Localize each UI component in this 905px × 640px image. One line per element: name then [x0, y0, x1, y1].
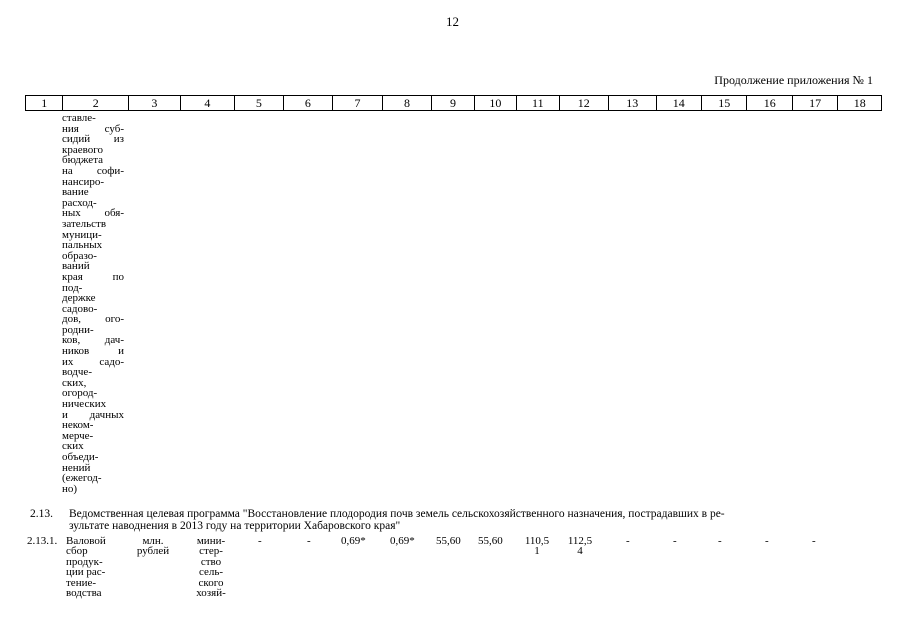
text-line: ния суб-	[62, 122, 124, 135]
column-number-header	[25, 95, 882, 111]
text-line: ников и	[62, 345, 124, 358]
text-line: садово-	[62, 302, 98, 315]
cell-col-10: 55,60	[478, 535, 503, 547]
text-line: краевого	[62, 143, 103, 156]
header-col-5: 5	[235, 96, 284, 111]
text-line: огород-	[62, 387, 98, 400]
text-line: родни-	[62, 323, 94, 336]
text-line: вание	[62, 186, 89, 199]
row-executor	[190, 536, 232, 598]
header-col-13: 13	[609, 96, 656, 111]
text-line: тение-	[66, 576, 97, 589]
cell-col-15: -	[718, 535, 722, 547]
text-line: 110,5	[524, 535, 550, 547]
header-col-17: 17	[792, 96, 837, 111]
text-line: расход-	[62, 196, 97, 209]
text-line: стер-	[199, 545, 223, 558]
text-line: на софи-	[62, 164, 124, 177]
text-line: зательств	[62, 217, 107, 230]
text-line: сбор	[66, 545, 88, 558]
row-indicator-name	[66, 536, 122, 598]
text-line: ков, дач-	[62, 334, 124, 347]
row-number: 2.13.1.	[27, 535, 58, 547]
page-number: 12	[446, 14, 459, 29]
text-line: муници-	[62, 228, 102, 241]
header-col-15: 15	[702, 96, 747, 111]
header-col-2: 2	[63, 96, 129, 111]
cell-col-8: 0,69*	[390, 535, 415, 547]
text-line: под-	[62, 281, 83, 294]
text-line: ставле-	[62, 112, 96, 124]
header-col-3: 3	[129, 96, 181, 111]
text-line: продук-	[66, 555, 103, 568]
text-line: млн.	[142, 535, 164, 547]
text-line: Валовой	[66, 535, 106, 547]
cell-col-13: -	[626, 535, 630, 547]
header-col-6: 6	[283, 96, 333, 111]
row-unit	[128, 536, 178, 557]
text-line: нений	[62, 461, 91, 474]
text-line: ных обя-	[62, 207, 124, 220]
text-line: (ежегод-	[62, 472, 102, 485]
text-line: водче-	[62, 366, 92, 379]
text-line: ского	[198, 576, 224, 589]
header-col-12: 12	[559, 96, 609, 111]
text-line: но)	[62, 482, 78, 495]
text-line: ских	[62, 440, 84, 453]
text-line: рублей	[136, 545, 170, 558]
cell-col-5: -	[258, 535, 262, 547]
text-line: пальных	[62, 239, 103, 252]
section-title-line-2: зультате наводнения в 2013 году на территории Хабаровского края"	[69, 520, 401, 532]
text-line: 4	[577, 545, 583, 558]
text-line: края по	[62, 270, 124, 283]
text-line: неком-	[62, 419, 94, 432]
cell-col-11	[520, 536, 554, 557]
text-line: объеди-	[62, 451, 99, 463]
cell-col-12	[563, 536, 597, 557]
cell-col-14: -	[673, 535, 677, 547]
text-line: 112,5	[567, 535, 593, 547]
previous-row-description	[62, 113, 124, 494]
cell-col-6: -	[307, 535, 311, 547]
header-col-4: 4	[180, 96, 235, 111]
text-line: дов, ого-	[62, 313, 124, 326]
text-line: хозяй-	[196, 587, 226, 600]
header-col-18: 18	[838, 96, 882, 111]
header-col-1: 1	[26, 96, 63, 111]
continuation-label: Продолжение приложения № 1	[714, 73, 873, 87]
text-line: нических	[62, 398, 107, 411]
cell-col-7: 0,69*	[341, 535, 366, 547]
header-col-10: 10	[474, 96, 516, 111]
text-line: бюджета	[62, 154, 104, 167]
text-line: сидий из	[62, 133, 124, 146]
header-col-8: 8	[382, 96, 432, 111]
text-line: их садо-	[62, 355, 124, 368]
text-line: ство	[200, 555, 222, 568]
text-line: образо-	[62, 249, 97, 262]
header-col-11: 11	[517, 96, 559, 111]
header-col-9: 9	[432, 96, 474, 111]
text-line: нансиро-	[62, 175, 105, 188]
header-col-14: 14	[656, 96, 701, 111]
text-line: мини-	[196, 535, 226, 547]
text-line: 1	[534, 545, 540, 558]
section-title-line-1: Ведомственная целевая программа "Восстановление плодородия почв земель сельскохозяйственного назначения, пострадавших в ре-	[69, 508, 725, 520]
text-line: ваний	[62, 260, 90, 273]
text-line: и дачных	[62, 408, 124, 421]
text-line: ских,	[62, 376, 87, 389]
cell-col-16: -	[765, 535, 769, 547]
text-line: водства	[66, 587, 102, 600]
text-line: сель-	[198, 566, 224, 579]
header-col-7: 7	[333, 96, 383, 111]
cell-col-9: 55,60	[436, 535, 461, 547]
section-number: 2.13.	[30, 508, 53, 520]
text-line: ции рас-	[66, 566, 106, 579]
header-col-16: 16	[747, 96, 792, 111]
text-line: мерче-	[62, 429, 94, 442]
cell-col-17: -	[812, 535, 816, 547]
text-line: держке	[62, 292, 96, 305]
